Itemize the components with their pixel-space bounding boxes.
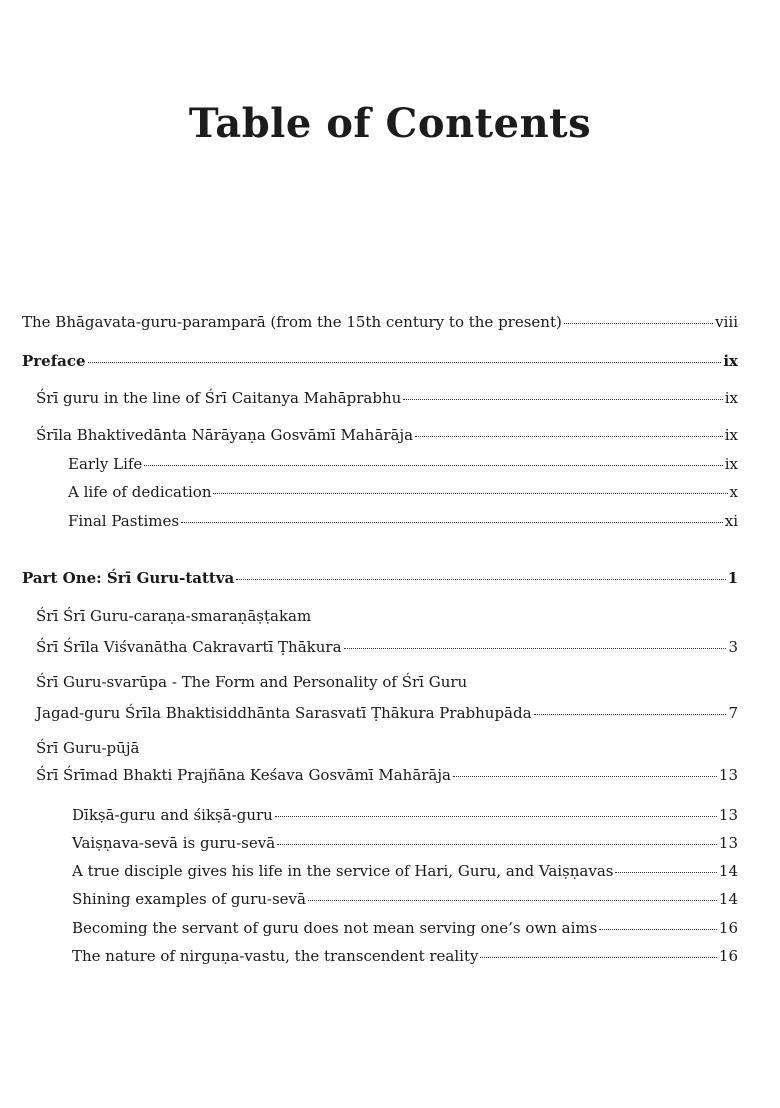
toc-entry — [22, 568, 738, 588]
dot-leader — [403, 398, 722, 400]
toc-entry — [36, 425, 738, 445]
page-title: Table of Contents — [188, 100, 592, 147]
toc-entry-title: Śrī guru in the line of Śrī Caitanya Mahāprabhu — [36, 389, 402, 407]
toc-entry — [22, 312, 738, 332]
toc-entry — [72, 833, 738, 853]
toc-entry-title: Jagad-guru Śrīla Bhaktisiddhānta Sarasvatī Ṭhākura Prabhupāda — [36, 704, 532, 722]
toc-entry — [36, 388, 738, 408]
toc-entry — [36, 765, 738, 785]
dot-leader — [453, 775, 717, 777]
dot-leader — [181, 521, 723, 523]
toc-entry-page: ix — [724, 455, 738, 473]
dot-leader — [213, 492, 727, 494]
toc-entry-page: 13 — [718, 834, 738, 852]
dot-leader — [88, 361, 722, 363]
dot-leader — [275, 815, 717, 817]
toc-entry-page: 13 — [718, 766, 738, 784]
toc-entry — [22, 351, 738, 371]
toc-entry-page: x — [729, 483, 738, 501]
toc-entry — [68, 482, 738, 502]
toc-entry-title: Part One: Śrī Guru-tattva — [22, 569, 235, 587]
toc-entry-title: Dīkṣā-guru and śikṣā-guru — [72, 806, 273, 824]
dot-leader — [277, 843, 717, 845]
toc-entry-page: 1 — [727, 569, 738, 587]
toc-entry-title: Vaiṣṇava-sevā is guru-sevā — [72, 834, 276, 852]
toc-entry — [36, 637, 738, 657]
toc-entry-page: 7 — [728, 704, 738, 722]
toc-entry-page: 13 — [718, 806, 738, 824]
toc-entry-title: Becoming the servant of guru does not mean serving one’s own aims — [72, 919, 598, 937]
dot-leader — [344, 647, 727, 649]
dot-leader — [236, 578, 725, 580]
toc-entry-page: ix — [724, 426, 738, 444]
dot-leader — [615, 871, 716, 873]
toc-entry-title: Śrī Śrīla Viśvanātha Cakravartī Ṭhākura — [36, 638, 342, 656]
toc-entry-title: A true disciple gives his life in the service of Hari, Guru, and Vaiṣṇavas — [72, 862, 614, 880]
dot-leader — [480, 956, 716, 958]
dot-leader — [564, 322, 713, 324]
toc-entry-title: Śrīla Bhaktivedānta Nārāyaṇa Gosvāmī Mahārāja — [36, 426, 414, 444]
toc-entry-page: 14 — [718, 862, 738, 880]
toc-entry-title: The Bhāgavata-guru-paramparā (from the 15th century to the present) — [22, 313, 562, 331]
toc-entry-page: 3 — [728, 638, 738, 656]
toc-entry-page: ix — [723, 352, 738, 370]
toc-entry-title: Śrī Śrīmad Bhakti Prajñāna Keśava Gosvāmī Mahārāja — [36, 766, 451, 784]
toc-entry — [72, 918, 738, 938]
toc-entry — [36, 703, 738, 723]
toc-entry-title: Preface — [22, 352, 86, 370]
toc-entry — [72, 861, 738, 881]
dot-leader — [534, 713, 727, 715]
toc-section-heading: Śrī Śrī Guru-caraṇa-smaraṇāṣṭakam — [36, 607, 312, 625]
dot-leader — [144, 464, 722, 466]
toc-entry-page: ix — [724, 389, 738, 407]
toc-section-heading: Śrī Guru-svarūpa - The Form and Personality of Śrī Guru — [36, 673, 468, 691]
toc-entry-page: 14 — [718, 890, 738, 908]
toc-entry — [72, 946, 738, 966]
toc-entry — [72, 889, 738, 909]
toc-section-heading: Śrī Guru-pūjā — [36, 739, 140, 757]
dot-leader — [415, 435, 723, 437]
dot-leader — [599, 928, 717, 930]
toc-entry — [68, 511, 738, 531]
toc-entry-page: 16 — [718, 947, 738, 965]
toc-entry — [72, 805, 738, 825]
toc-entry-page: viii — [715, 313, 738, 331]
toc-entry-title: Final Pastimes — [68, 512, 180, 530]
toc-entry — [68, 454, 738, 474]
dot-leader — [308, 899, 717, 901]
toc-entry-page: 16 — [718, 919, 738, 937]
toc-entry-title: Early Life — [68, 455, 143, 473]
toc-entry-title: A life of dedication — [68, 483, 212, 501]
toc-entry-title: The nature of nirguṇa-vastu, the transcendent reality — [72, 947, 479, 965]
toc-entry-page: xi — [724, 512, 738, 530]
toc-entry-title: Shining examples of guru-sevā — [72, 890, 306, 908]
